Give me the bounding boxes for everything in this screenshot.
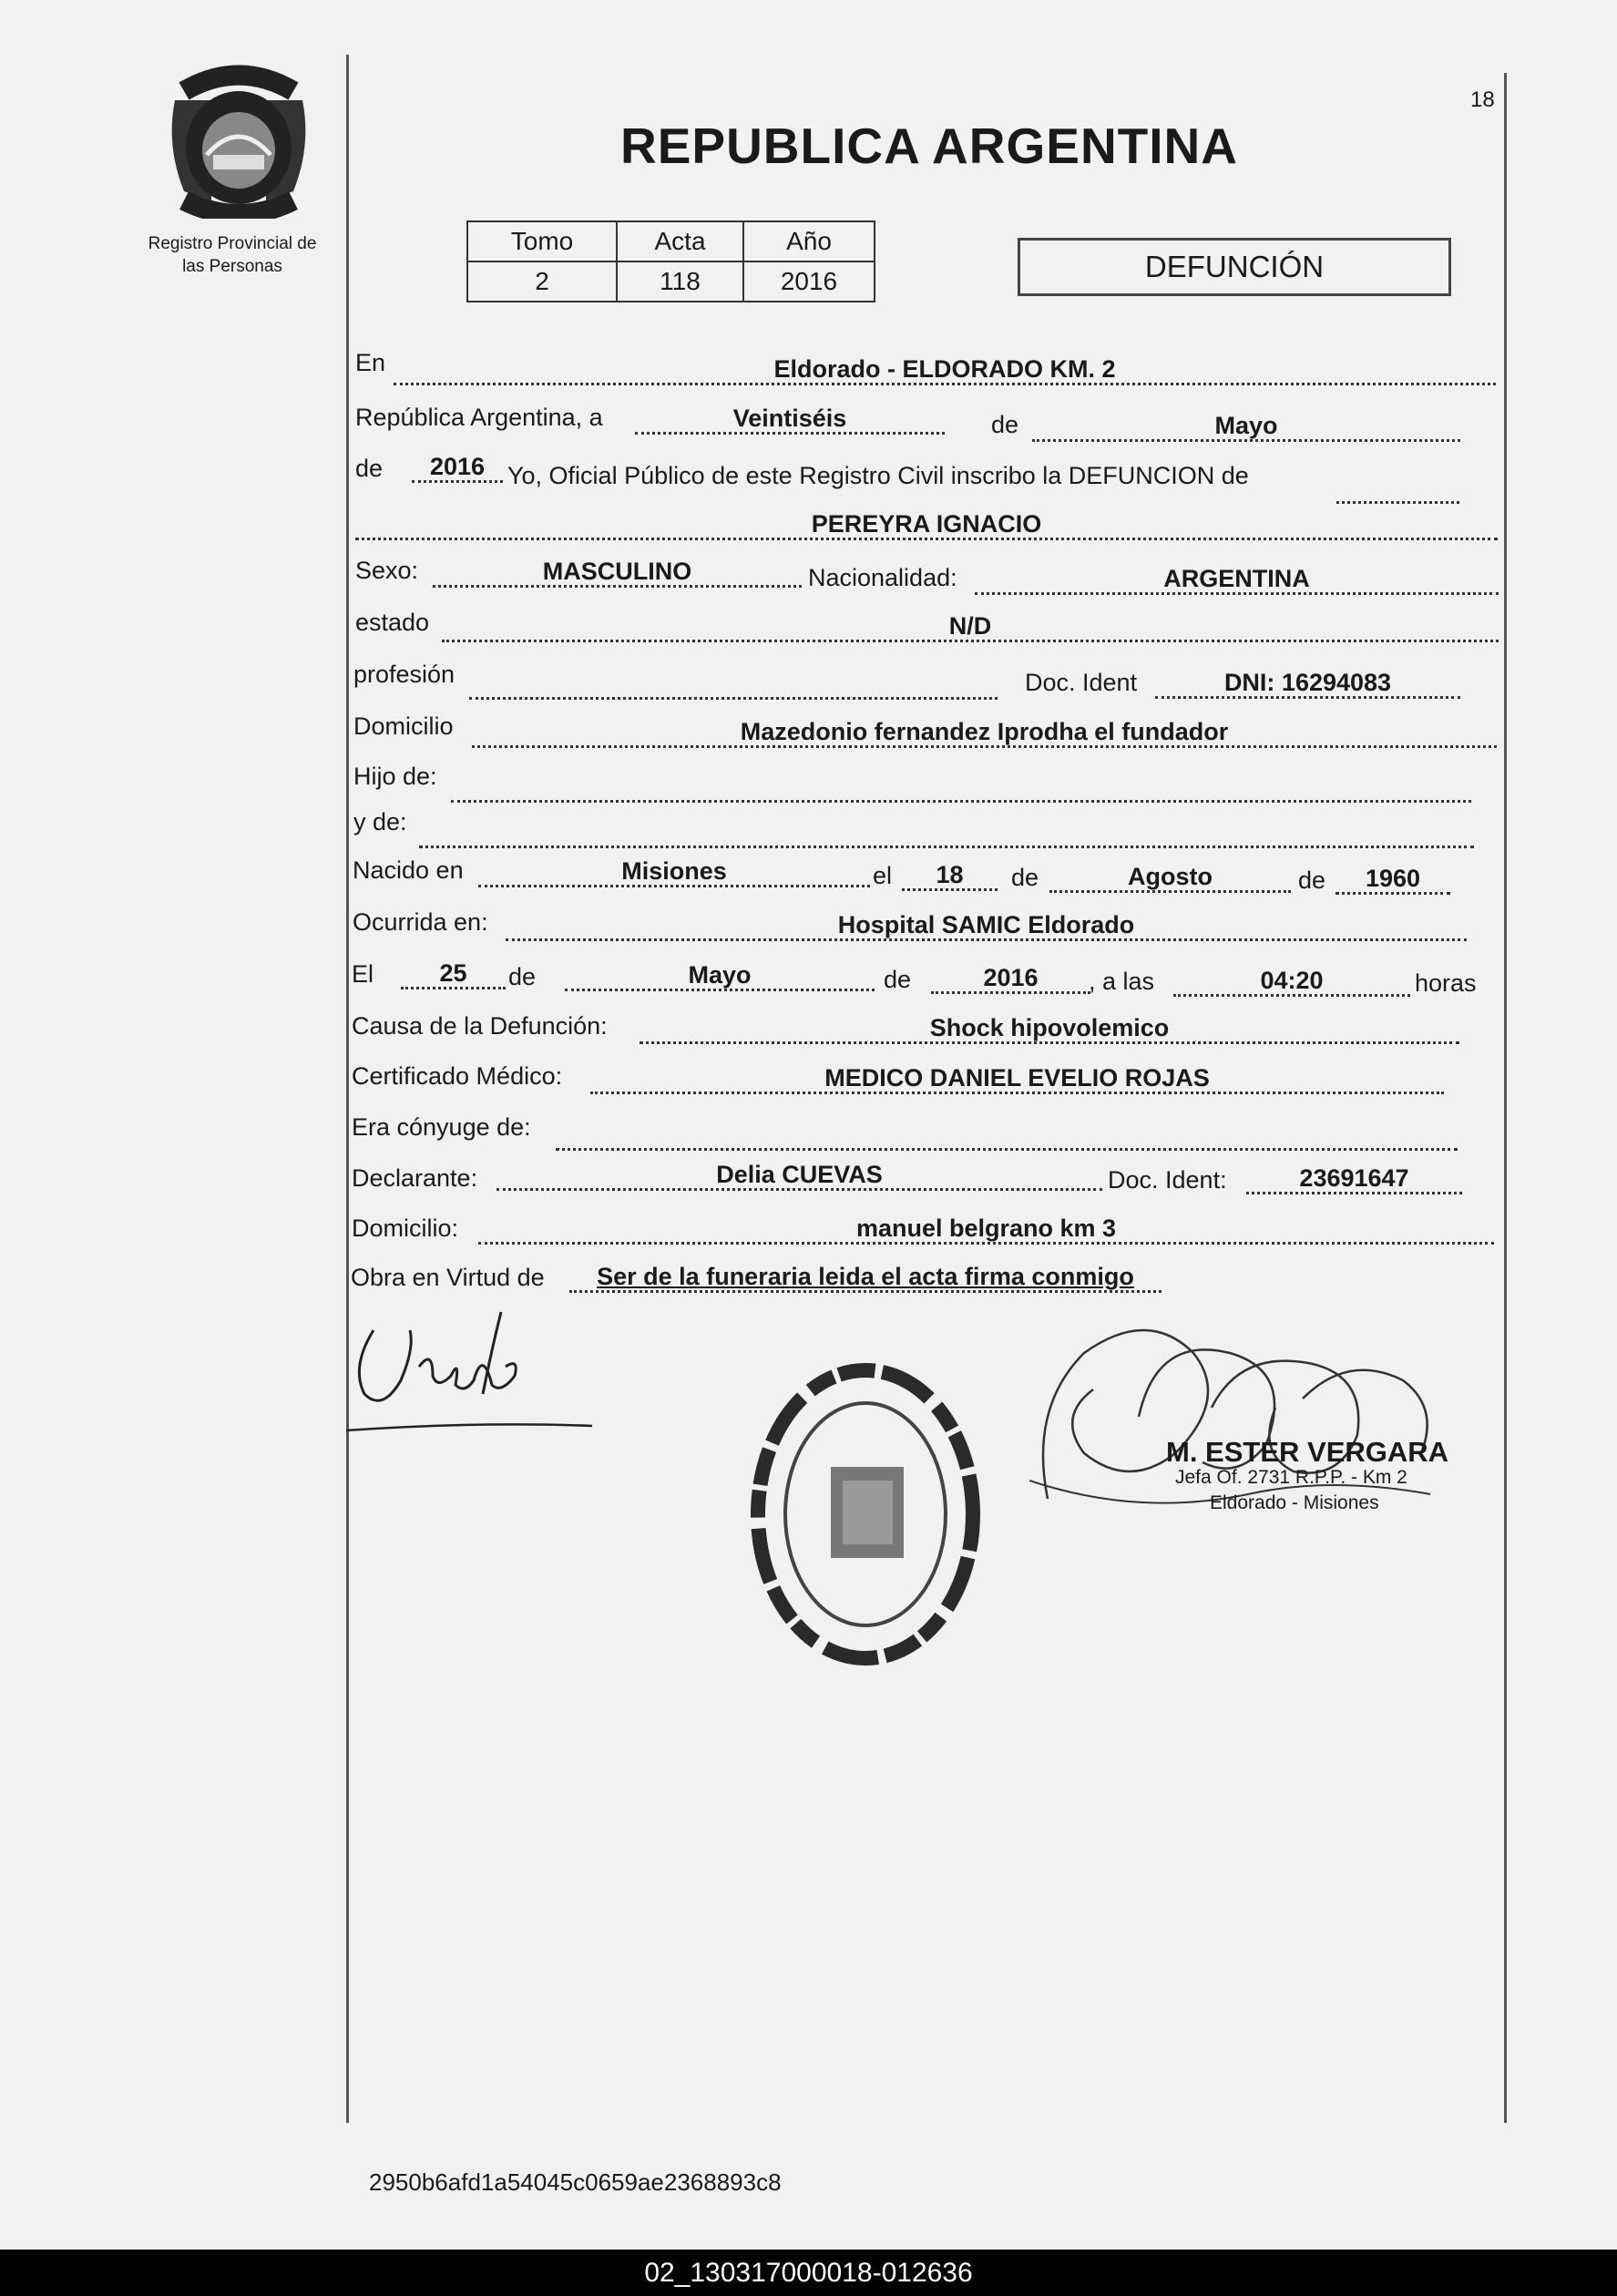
death-place-field: Hospital SAMIC Eldorado (506, 911, 1467, 941)
birth-month-field: Agosto (1049, 863, 1291, 893)
el2-label: El (352, 960, 374, 988)
nacido-label: Nacido en (353, 856, 464, 884)
hijo-de-label: Hijo de: (353, 763, 437, 790)
de-label-2: de (355, 455, 384, 482)
address-field: Mazedonio fernandez Iprodha el fundador (472, 718, 1497, 748)
declarant-doc-field: 23691647 (1246, 1164, 1462, 1194)
a-las-label: , a las (1089, 968, 1155, 995)
document-title: REPUBLICA ARGENTINA (620, 118, 1238, 174)
estado-label: estado (355, 609, 430, 636)
de-label-3: de (1011, 864, 1039, 891)
declarant-field: Delia CUEVAS (496, 1161, 1102, 1191)
official-name: M. ESTER VERGARA (1166, 1436, 1449, 1468)
certificado-label: Certificado Médico: (352, 1062, 563, 1090)
de-label-5: de (508, 963, 537, 990)
official-place: Eldorado - Misiones (1210, 1492, 1379, 1513)
declarant-signature (346, 1294, 601, 1440)
birth-year-field: 1960 (1336, 865, 1450, 895)
mother-field (419, 818, 1474, 848)
causa-label: Causa de la Defunción: (352, 1012, 608, 1040)
death-year-field: 2016 (931, 964, 1090, 994)
inscribo-text: Yo, Oficial Público de este Registro Civil inscribo la DEFUNCION de (507, 462, 1249, 489)
conyuge-label: Era cónyuge de: (352, 1113, 531, 1141)
registry-line-1: Registro Provincial de (148, 234, 317, 253)
official-round-stamp (747, 1358, 984, 1672)
birth-day-field: 18 (902, 861, 998, 891)
authority-field: Ser de la funeraria leida el acta firma conmigo (569, 1263, 1162, 1293)
cause-of-death-field: Shock hipovolemico (640, 1014, 1459, 1044)
anio-header: Año (743, 221, 875, 261)
inscribo-blank (1336, 474, 1459, 504)
domicilio-label: Domicilio (353, 712, 454, 740)
de-label-1: de (991, 411, 1019, 438)
tomo-header: Tomo (467, 221, 617, 261)
deceased-name-field: PEREYRA IGNACIO (355, 510, 1498, 540)
registry-name (128, 232, 337, 278)
declarante-label: Declarante: (352, 1164, 478, 1192)
birthplace-field: Misiones (478, 857, 870, 887)
death-day-field: 25 (401, 959, 506, 989)
anio-value: 2016 (743, 261, 875, 302)
page-number: 18 (1470, 87, 1495, 112)
ocurrida-label: Ocurrida en: (353, 908, 488, 936)
profession-field (469, 670, 998, 700)
decl-domicilio-label: Domicilio: (352, 1215, 459, 1242)
sex-field: MASCULINO (433, 558, 802, 588)
right-margin-line (1504, 73, 1507, 2123)
decl-doc-label: Doc. Ident: (1108, 1166, 1227, 1194)
spouse-field (556, 1121, 1458, 1151)
obra-label: Obra en Virtud de (351, 1264, 545, 1291)
declarant-address-field: manuel belgrano km 3 (478, 1215, 1494, 1245)
de-label-6: de (884, 966, 912, 993)
document-hash: 2950b6afd1a54045c0659ae2368893c8 (369, 2168, 782, 2196)
left-margin-line (346, 55, 349, 2123)
death-time-field: 04:20 (1173, 967, 1410, 997)
acta-header: Acta (617, 221, 743, 261)
tomo-value: 2 (467, 261, 617, 302)
official-role: Jefa Of. 2731 R.P.P. - Km 2 (1175, 1467, 1407, 1488)
republica-label: República Argentina, a (355, 404, 603, 431)
horas-label: horas (1415, 969, 1477, 997)
month-field: Mayo (1032, 412, 1460, 442)
provincial-seal-logo (157, 64, 321, 219)
image-id-bar: 02_130317000018-012636 (0, 2250, 1617, 2296)
record-type-box: DEFUNCIÓN (1018, 238, 1451, 296)
death-month-field: Mayo (565, 961, 875, 991)
day-field: Veintiséis (635, 405, 945, 435)
medical-certificate-field: MEDICO DANIEL EVELIO ROJAS (590, 1064, 1444, 1094)
year-field: 2016 (412, 453, 503, 483)
registry-line-2: las Personas (182, 257, 282, 276)
y-de-label: y de: (353, 808, 407, 835)
acta-value: 118 (617, 261, 743, 302)
profesion-label: profesión (353, 661, 455, 688)
el-label: el (873, 862, 893, 889)
en-label: En (355, 349, 386, 376)
doc-ident-field: DNI: 16294083 (1155, 669, 1460, 699)
nationality-field: ARGENTINA (975, 565, 1499, 595)
de-label-4: de (1298, 866, 1326, 894)
doc-ident-label: Doc. Ident (1025, 669, 1138, 696)
father-field (451, 773, 1471, 803)
nacionalidad-label: Nacionalidad: (808, 564, 957, 591)
record-number-table (466, 220, 875, 302)
marital-status-field: N/D (442, 612, 1499, 642)
sexo-label: Sexo: (355, 557, 419, 584)
place-field: Eldorado - ELDORADO KM. 2 (394, 355, 1496, 385)
